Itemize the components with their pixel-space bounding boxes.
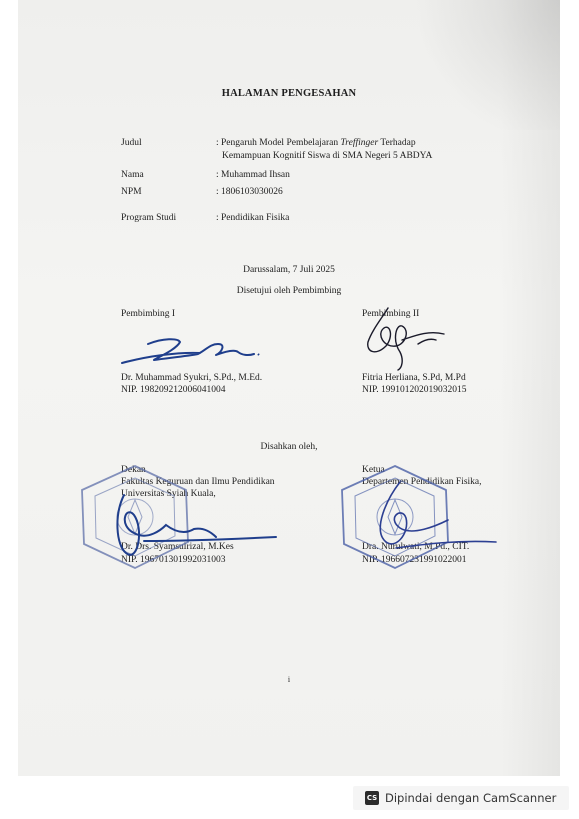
- nama-label: Nama: [121, 170, 144, 180]
- judul-value-prefix: : Pengaruh Model Pembelajaran: [216, 138, 341, 148]
- advisor1-name: Dr. Muhammad Syukri, S.Pd., M.Ed.: [121, 373, 263, 383]
- advisor1-role: Pembimbing I: [121, 309, 176, 319]
- judul-value-italic: Treffinger: [340, 138, 379, 148]
- advisor2-signature: [358, 300, 458, 372]
- page-shadow-corner: [400, 0, 560, 130]
- dean-name: Dr. Drs. Syamsulrizal, M.Kes: [121, 542, 234, 552]
- head-signature: [366, 478, 506, 568]
- dean-signature: [104, 485, 284, 560]
- ratified-by: Disahkan oleh,: [260, 442, 318, 452]
- page-title: HALAMAN PENGESAHAN: [221, 88, 357, 99]
- judul-value: [216, 138, 416, 148]
- judul-value-suffix: Terhadap: [378, 138, 416, 148]
- dean-nip: NIP. 196701301992031003: [121, 555, 226, 565]
- place-date: Darussalam, 7 Juli 2025: [243, 265, 335, 275]
- head-nip: NIP. 196607231991022001: [362, 555, 467, 565]
- dean-role: Dekan: [121, 465, 146, 475]
- advisor1-signature: [118, 330, 268, 372]
- head-unit-line1: Departemen Pendidikan Fisika,: [362, 477, 482, 487]
- prodi-label: Program Studi: [121, 213, 177, 223]
- nama-value: : Muhammad Ihsan: [216, 170, 290, 180]
- document-page: [18, 0, 560, 776]
- head-name: Dra. Nurulwati, M.Pd., CIT.: [362, 542, 470, 552]
- advisor2-nip: NIP. 199101202019032015: [362, 385, 467, 395]
- dean-unit-line2: Universitas Syiah Kuala,: [121, 489, 216, 499]
- advisor2-name: Fitria Herliana, S.Pd, M.Pd: [362, 373, 466, 383]
- advisor2-role: Pembimbing II: [362, 309, 420, 319]
- approved-by: Disetujui oleh Pembimbing: [236, 286, 342, 296]
- judul-value-line2: Kemampuan Kognitif Siswa di SMA Negeri 5 ABDYA: [222, 151, 433, 161]
- camscanner-logo-icon: CS: [365, 791, 379, 805]
- page-number: i: [287, 675, 291, 684]
- advisor1-nip: NIP. 198209212006041004: [121, 385, 226, 395]
- judul-label: Judul: [121, 138, 142, 148]
- camscanner-badge: [353, 786, 569, 810]
- camscanner-text: Dipindai dengan CamScanner: [385, 791, 557, 805]
- head-role: Ketua: [362, 465, 385, 475]
- dean-unit-line1: Fakultas Keguruan dan Ilmu Pendidikan: [121, 477, 275, 487]
- npm-value: : 1806103030026: [216, 187, 283, 197]
- prodi-value: : Pendidikan Fisika: [216, 213, 290, 223]
- npm-label: NPM: [121, 187, 142, 197]
